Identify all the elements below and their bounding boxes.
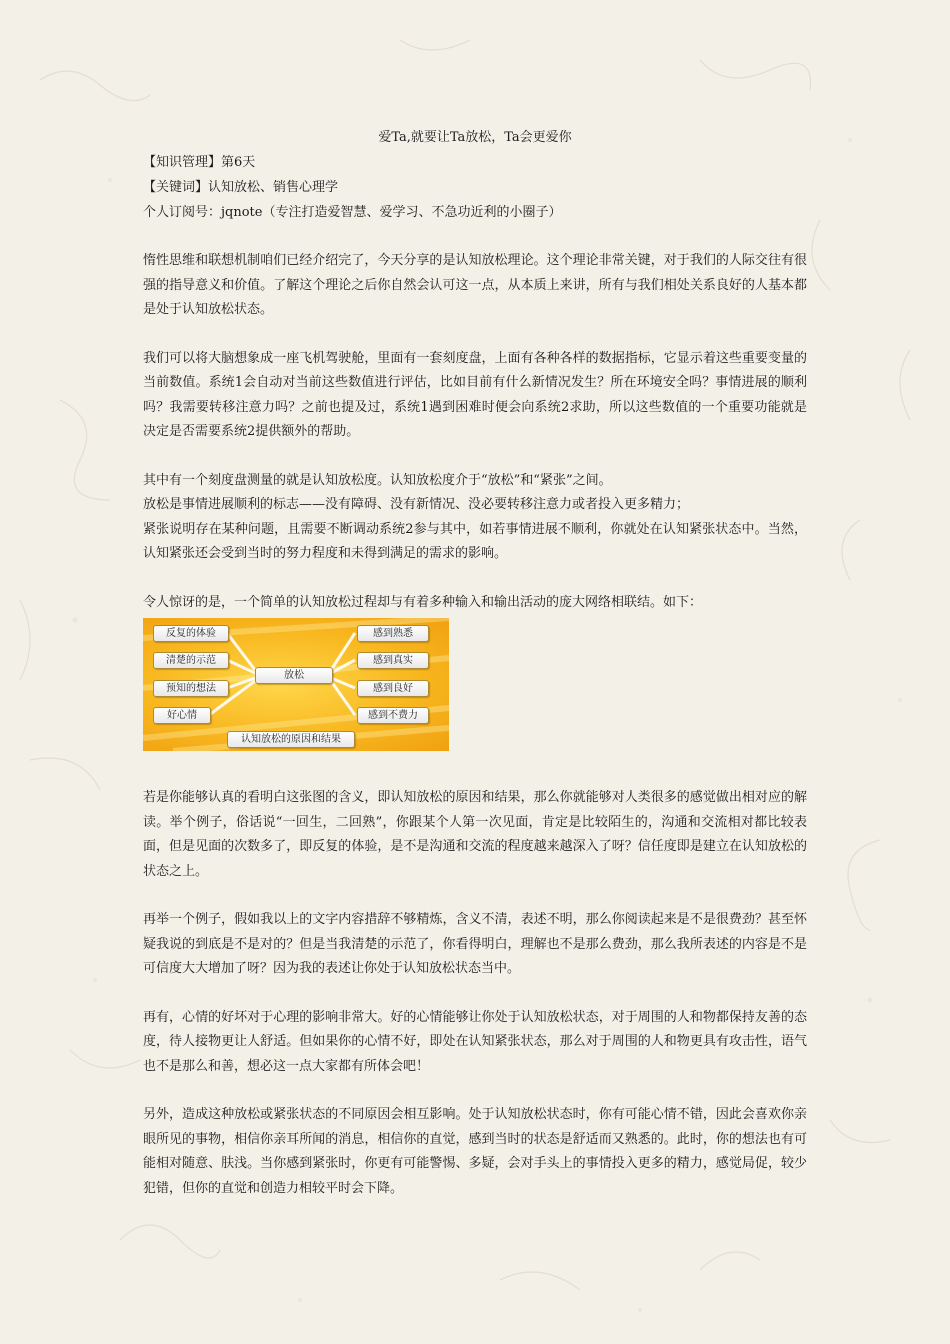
paragraph-familiarity-example: 若是你能够认真的看明白这张图的含义，即认知放松的原因和结果，那么你就能够对人类很多的感觉做出相对应的解读。举个例子，俗话说“一回生，二回熟”，你跟某个人第一次见面，肯定是比较陌生的，沟通和交流相对都比较表面，但是见面的次数多了，即反复的体验，是不是沟通和交流的程度越来越深入了呀？信任度即是建立在认知放松的状态之上。 (143, 790, 807, 879)
paragraph-mood-example: 再有，心情的好坏对于心理的影响非常大。好的心情能够让你处于认知放松状态，对于周围的人和物都保持友善的态度，待人接物更让人舒适。但如果你的心情不好，即处在认知紧张状态，那么对于周围的人和物更具有攻击性，语气也不是那么和善，想必这一点大家都有所体会吧！ (143, 1009, 807, 1074)
diagram-caption-box: 认知放松的原因和结果 (227, 731, 355, 748)
effect-feels-familiar-box: 感到熟悉 (357, 625, 429, 642)
meta-keywords-line: 【关键词】认知放松、销售心理学 (143, 180, 339, 195)
meta-subscription-line: 个人订阅号：jqnote（专注打造爱智慧、爱学习、不急功近利的小圈子） (143, 205, 562, 220)
effect-feels-good-box: 感到良好 (357, 680, 429, 697)
document-title: 爱Ta,就要让Ta放松，Ta会更爱你 (378, 130, 572, 145)
cause-primed-idea-box: 预知的想法 (153, 680, 229, 697)
paragraph-cockpit: 我们可以将大脑想象成一座飞机驾驶舱，里面有一套刻度盘，上面有各种各样的数据指标，它显示着这些重要变量的当前数值。系统1会自动对当前这些数值进行评估，比如目前有什么新情况发生？所在环境安全吗？事情进展的顺利吗？我需要转移注意力吗？之前也提及过，系统1遇到困难时便会向系统2求助，所以这些数值的一个重要功能就是决定是否需要系统2提供额外的帮助。 (143, 350, 807, 439)
paragraph-diagram-intro: 令人惊讶的是，一个简单的认知放松过程却与有着多种输入和输出活动的庞大网络相联结。如下： (143, 594, 703, 610)
paragraph-ease-meaning: 放松是事情进展顺利的标志——没有障碍、没有新情况、没必要转移注意力或者投入更多精力； (143, 497, 690, 512)
center-ease-box: 放松 (255, 667, 333, 684)
cognitive-ease-diagram (143, 618, 449, 751)
paragraph-ease-scale: 其中有一个刻度盘测量的就是认知放松度。认知放松度介于“放松”和“紧张”之间。 (143, 472, 612, 488)
effect-effortless-box: 感到不费力 (357, 707, 429, 724)
cause-good-mood-box: 好心情 (153, 707, 211, 724)
paragraph-intro: 惰性思维和联想机制咱们已经介绍完了，今天分享的是认知放松理论。这个理论非常关键，对于我们的人际交往有很强的指导意义和价值。了解这个理论之后你自然会认可这一点，从本质上来讲，所有与我们相处关系良好的人基本都是处于认知放松状态。 (143, 253, 807, 317)
paragraph-interaction: 另外，造成这种放松或紧张状态的不同原因会相互影响。处于认知放松状态时，你有可能心情不错，因此会喜欢你亲眼所见的事物，相信你亲耳所闻的消息，相信你的直觉，感到当时的状态是舒适而又熟悉的。此时，你的想法也有可能相对随意、肤浅。当你感到紧张时，你更有可能警惕、多疑，会对手头上的事情投入更多的精力，感觉局促，较少犯错，但你的直觉和创造力相较平时会下降。 (143, 1107, 807, 1196)
document-page (143, 126, 807, 1201)
cause-repeated-experience-box: 反复的体验 (153, 625, 229, 642)
cause-clear-display-box: 清楚的示范 (153, 652, 229, 669)
effect-feels-true-box: 感到真实 (357, 652, 429, 669)
paragraph-clarity-example: 再举一个例子，假如我以上的文字内容措辞不够精炼，含义不清，表述不明，那么你阅读起来是不是很费劲？甚至怀疑我说的到底是不是对的？但是当我清楚的示范了，你看得明白，理解也不是那么费劲，那么我所表述的内容是不是可信度大大增加了呀？因为我的表述让你处于认知放松状态当中。 (143, 912, 807, 976)
paragraph-strain-meaning: 紧张说明存在某种问题，且需要不断调动系统2参与其中，如若事情进展不顺利，你就处在认知紧张状态中。当然，认知紧张还会受到当时的努力程度和未得到满足的需求的影响。 (143, 521, 807, 561)
meta-day-line: 【知识管理】第6天 (143, 155, 256, 170)
